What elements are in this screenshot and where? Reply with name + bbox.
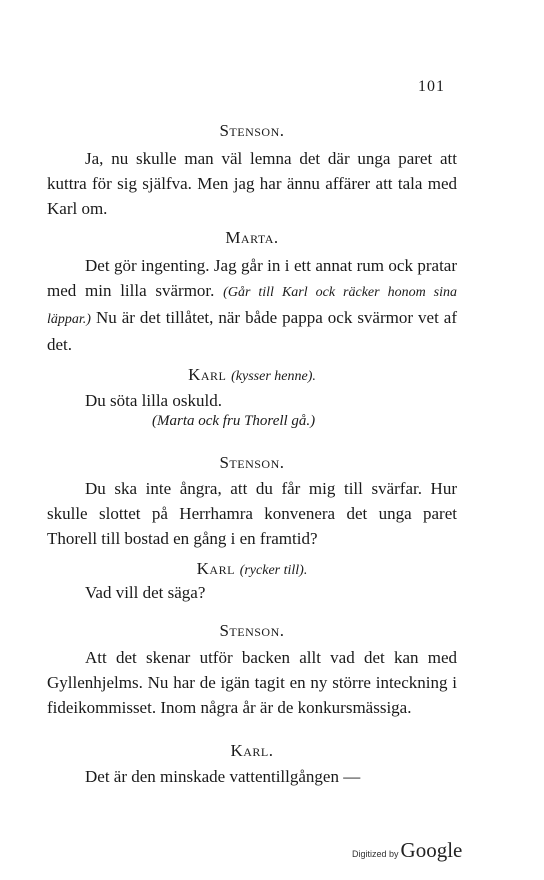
speaker-karl-2-direction: (rycker till).: [239, 563, 308, 578]
speech-marta: [47, 253, 457, 357]
page-number: 101: [418, 78, 445, 95]
speech-stenson-1: Ja, nu skulle man väl lemna det där unga paret att kuttra för sig själfva. Men jag har ännu affärer att tala med Karl om.: [47, 149, 457, 218]
stage-direction: (Marta ock fru Thorell gå.): [152, 413, 316, 429]
speech-karl-1: Du söta lilla oskuld.: [85, 391, 222, 410]
speaker-karl-2-name: Karl: [196, 559, 235, 578]
speaker-karl-3: Karl.: [230, 741, 274, 760]
speaker-karl-1-name: Karl: [188, 365, 227, 384]
speaker-stenson-1: Stenson.: [219, 121, 285, 140]
google-watermark: [352, 838, 462, 863]
speech-marta-part-1: Det gör ingenting. Jag går in i ett annat rum ock pratar med min lilla svärmor.: [47, 256, 457, 300]
speech-stenson-2: Du ska inte ångra, att du får mig till svärfar. Hur skulle slottet på Herrhamra konvenera det unga paret Thorell till bostad en gång i en framtid?: [47, 479, 457, 548]
speech-marta-part-2: Nu är det tillåtet, när både pappa ock svärmor vet af det.: [47, 308, 457, 354]
speech-stenson-3: Att det skenar utför backen allt vad det kan med Gyllenhjelms. Nu har de igän tagit en ny större inteckning i fideikommisset. Inom några år är de konkursmässiga.: [47, 648, 457, 717]
watermark-digitized-by: Digitized by: [352, 849, 399, 859]
speaker-karl-1-direction: (kysser henne).: [231, 369, 316, 384]
speaker-stenson-2: Stenson.: [219, 453, 285, 472]
speaker-karl-2: [47, 556, 457, 583]
speech-karl-2: Vad vill det säga?: [85, 583, 206, 602]
speaker-karl-1: [47, 362, 457, 389]
speaker-stenson-3: Stenson.: [219, 621, 285, 640]
stage-direction-inline: (Går till Karl ock räcker honom sina läppar.): [47, 285, 458, 327]
watermark-google: Google: [400, 838, 463, 862]
speaker-marta: Marta.: [225, 228, 279, 247]
speech-karl-3: Det är den minskade vattentillgången —: [85, 767, 361, 786]
